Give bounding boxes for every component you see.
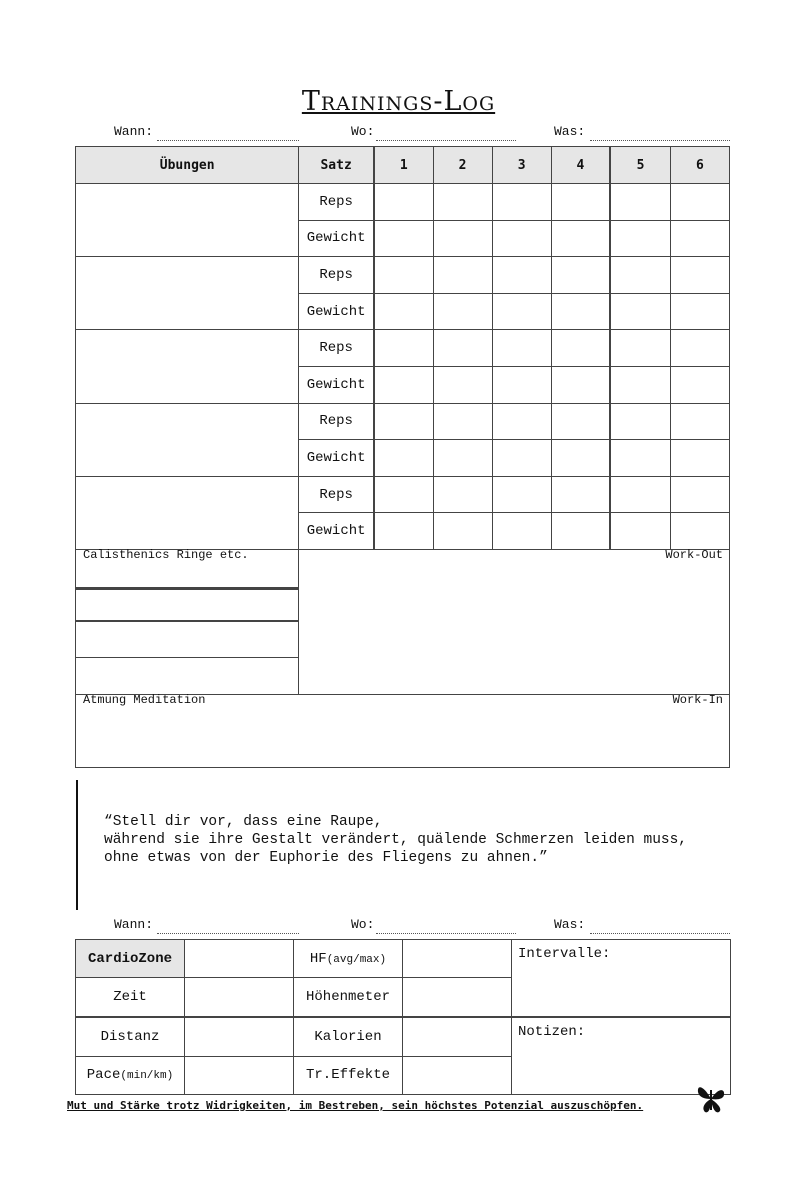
calories-label: Kalorien	[294, 1017, 403, 1056]
set-entry-cell[interactable]	[610, 476, 670, 513]
set-entry-cell[interactable]	[374, 293, 433, 330]
col-set-3: 3	[492, 147, 551, 184]
set-entry-cell[interactable]	[374, 220, 433, 257]
col-set-5: 5	[610, 147, 670, 184]
set-entry-cell[interactable]	[551, 330, 610, 367]
set-entry-cell[interactable]	[670, 440, 729, 477]
distance-value[interactable]	[185, 1017, 294, 1056]
set-entry-cell[interactable]	[492, 513, 551, 550]
cardio-table	[75, 939, 731, 1095]
notes-label: Notizen:	[518, 1024, 586, 1040]
workout-notes-area[interactable]	[300, 560, 728, 692]
page-title: Trainings-Log	[301, 86, 496, 117]
weight-label: Gewicht	[299, 220, 374, 257]
set-entry-cell[interactable]	[492, 476, 551, 513]
set-entry-cell[interactable]	[670, 220, 729, 257]
wo-label: Wo:	[351, 917, 375, 932]
set-entry-cell[interactable]	[374, 440, 433, 477]
footer-motto: Mut und Stärke trotz Widrigkeiten, im Bestreben, sein höchstes Potenzial auszuschöpfen.	[67, 1099, 644, 1112]
elevation-label: Höhenmeter	[294, 978, 403, 1017]
exercise-table	[75, 146, 730, 550]
exercise-name-cell[interactable]	[76, 476, 299, 549]
wann-field[interactable]	[157, 933, 299, 934]
distance-label: Distanz	[76, 1017, 185, 1056]
set-entry-cell[interactable]	[610, 220, 670, 257]
set-entry-cell[interactable]	[551, 403, 610, 440]
quote-block	[76, 780, 716, 910]
reps-label: Reps	[299, 184, 374, 221]
set-entry-cell[interactable]	[610, 184, 670, 221]
col-set-6: 6	[670, 147, 729, 184]
workout-label: Work-Out	[665, 548, 723, 562]
calisthenics-row[interactable]	[75, 621, 299, 658]
set-entry-cell[interactable]	[670, 366, 729, 403]
set-entry-cell[interactable]	[374, 513, 433, 550]
weight-label: Gewicht	[299, 366, 374, 403]
set-entry-cell[interactable]	[610, 403, 670, 440]
calories-value[interactable]	[403, 1017, 512, 1056]
col-set-4: 4	[551, 147, 610, 184]
set-entry-cell[interactable]	[433, 293, 492, 330]
col-set: Satz	[299, 147, 374, 184]
set-entry-cell[interactable]	[433, 366, 492, 403]
cardiozone-header: CardioZone	[76, 940, 185, 978]
set-entry-cell[interactable]	[610, 366, 670, 403]
table-row	[76, 476, 730, 513]
set-entry-cell[interactable]	[670, 476, 729, 513]
pace-label: Pace(min/km)	[76, 1056, 185, 1094]
breathing-label: Atmung Meditation	[83, 693, 206, 707]
was-label: Was:	[554, 124, 586, 139]
set-entry-cell[interactable]	[670, 330, 729, 367]
calisthenics-label: Calisthenics Ringe etc.	[83, 548, 249, 562]
was-field[interactable]	[590, 933, 730, 934]
set-entry-cell[interactable]	[492, 440, 551, 477]
set-entry-cell[interactable]	[610, 330, 670, 367]
exercise-name-cell[interactable]	[76, 257, 299, 330]
set-entry-cell[interactable]	[492, 403, 551, 440]
hf-label: HF(avg/max)	[294, 940, 403, 978]
set-entry-cell[interactable]	[670, 257, 729, 294]
was-label: Was:	[554, 917, 586, 932]
reps-label: Reps	[299, 476, 374, 513]
set-entry-cell[interactable]	[492, 184, 551, 221]
table-row	[76, 403, 730, 440]
weight-label: Gewicht	[299, 513, 374, 550]
wann-label: Wann:	[114, 917, 154, 932]
was-field[interactable]	[590, 140, 730, 141]
set-entry-cell[interactable]	[551, 476, 610, 513]
set-entry-cell[interactable]	[492, 366, 551, 403]
exercise-name-cell[interactable]	[76, 403, 299, 476]
training-effect-value[interactable]	[403, 1056, 512, 1094]
wo-field[interactable]	[376, 933, 516, 934]
wo-field[interactable]	[376, 140, 516, 141]
exercise-name-cell[interactable]	[76, 330, 299, 403]
calisthenics-row[interactable]	[75, 657, 299, 695]
wo-label: Wo:	[351, 124, 375, 139]
set-entry-cell[interactable]	[670, 293, 729, 330]
set-entry-cell[interactable]	[374, 330, 433, 367]
weight-label: Gewicht	[299, 440, 374, 477]
set-entry-cell[interactable]	[492, 257, 551, 294]
set-entry-cell[interactable]	[551, 293, 610, 330]
set-entry-cell[interactable]	[610, 513, 670, 550]
exercise-name-cell[interactable]	[76, 184, 299, 257]
table-row	[76, 184, 730, 221]
set-entry-cell[interactable]	[374, 403, 433, 440]
intervals-box[interactable]	[512, 940, 731, 1018]
set-entry-cell[interactable]	[433, 257, 492, 294]
quote-line: “Stell dir vor, dass eine Raupe,	[104, 814, 383, 830]
reps-label: Reps	[299, 403, 374, 440]
set-entry-cell[interactable]	[433, 184, 492, 221]
set-entry-cell[interactable]	[433, 330, 492, 367]
set-entry-cell[interactable]	[374, 257, 433, 294]
set-entry-cell[interactable]	[374, 476, 433, 513]
hf-value[interactable]	[403, 940, 512, 978]
elevation-value[interactable]	[403, 978, 512, 1017]
set-entry-cell[interactable]	[670, 403, 729, 440]
set-entry-cell[interactable]	[551, 513, 610, 550]
reps-label: Reps	[299, 330, 374, 367]
set-entry-cell[interactable]	[492, 330, 551, 367]
set-entry-cell[interactable]	[374, 184, 433, 221]
cardiozone-value[interactable]	[185, 940, 294, 978]
weight-label: Gewicht	[299, 293, 374, 330]
calisthenics-row[interactable]	[75, 589, 299, 622]
col-set-2: 2	[433, 147, 492, 184]
workin-label: Work-In	[672, 693, 723, 707]
wann-label: Wann:	[114, 124, 154, 139]
set-entry-cell[interactable]	[610, 293, 670, 330]
set-entry-cell[interactable]	[670, 513, 729, 550]
set-entry-cell[interactable]	[551, 257, 610, 294]
set-entry-cell[interactable]	[492, 293, 551, 330]
reps-label: Reps	[299, 257, 374, 294]
set-entry-cell[interactable]	[374, 366, 433, 403]
set-entry-cell[interactable]	[492, 220, 551, 257]
set-entry-cell[interactable]	[433, 513, 492, 550]
table-row	[76, 330, 730, 367]
set-entry-cell[interactable]	[551, 220, 610, 257]
time-value[interactable]	[185, 978, 294, 1017]
quote-line: während sie ihre Gestalt verändert, quälende Schmerzen leiden muss,	[104, 832, 687, 848]
set-entry-cell[interactable]	[433, 403, 492, 440]
set-entry-cell[interactable]	[551, 366, 610, 403]
set-entry-cell[interactable]	[670, 184, 729, 221]
pace-value[interactable]	[185, 1056, 294, 1094]
quote-line: ohne etwas von der Euphorie des Fliegens zu ahnen.”	[104, 850, 548, 866]
time-label: Zeit	[76, 978, 185, 1017]
set-entry-cell[interactable]	[551, 440, 610, 477]
table-row	[76, 257, 730, 294]
intervals-label: Intervalle:	[518, 946, 611, 962]
set-entry-cell[interactable]	[551, 184, 610, 221]
set-entry-cell[interactable]	[433, 476, 492, 513]
wann-field[interactable]	[157, 140, 299, 141]
col-exercises: Übungen	[76, 147, 299, 184]
col-set-1: 1	[374, 147, 433, 184]
set-entry-cell[interactable]	[433, 220, 492, 257]
set-entry-cell[interactable]	[610, 440, 670, 477]
table-header-row	[76, 147, 730, 184]
butterfly-icon	[694, 1082, 728, 1116]
set-entry-cell[interactable]	[610, 257, 670, 294]
training-effect-label: Tr.Effekte	[294, 1056, 403, 1094]
set-entry-cell[interactable]	[433, 440, 492, 477]
